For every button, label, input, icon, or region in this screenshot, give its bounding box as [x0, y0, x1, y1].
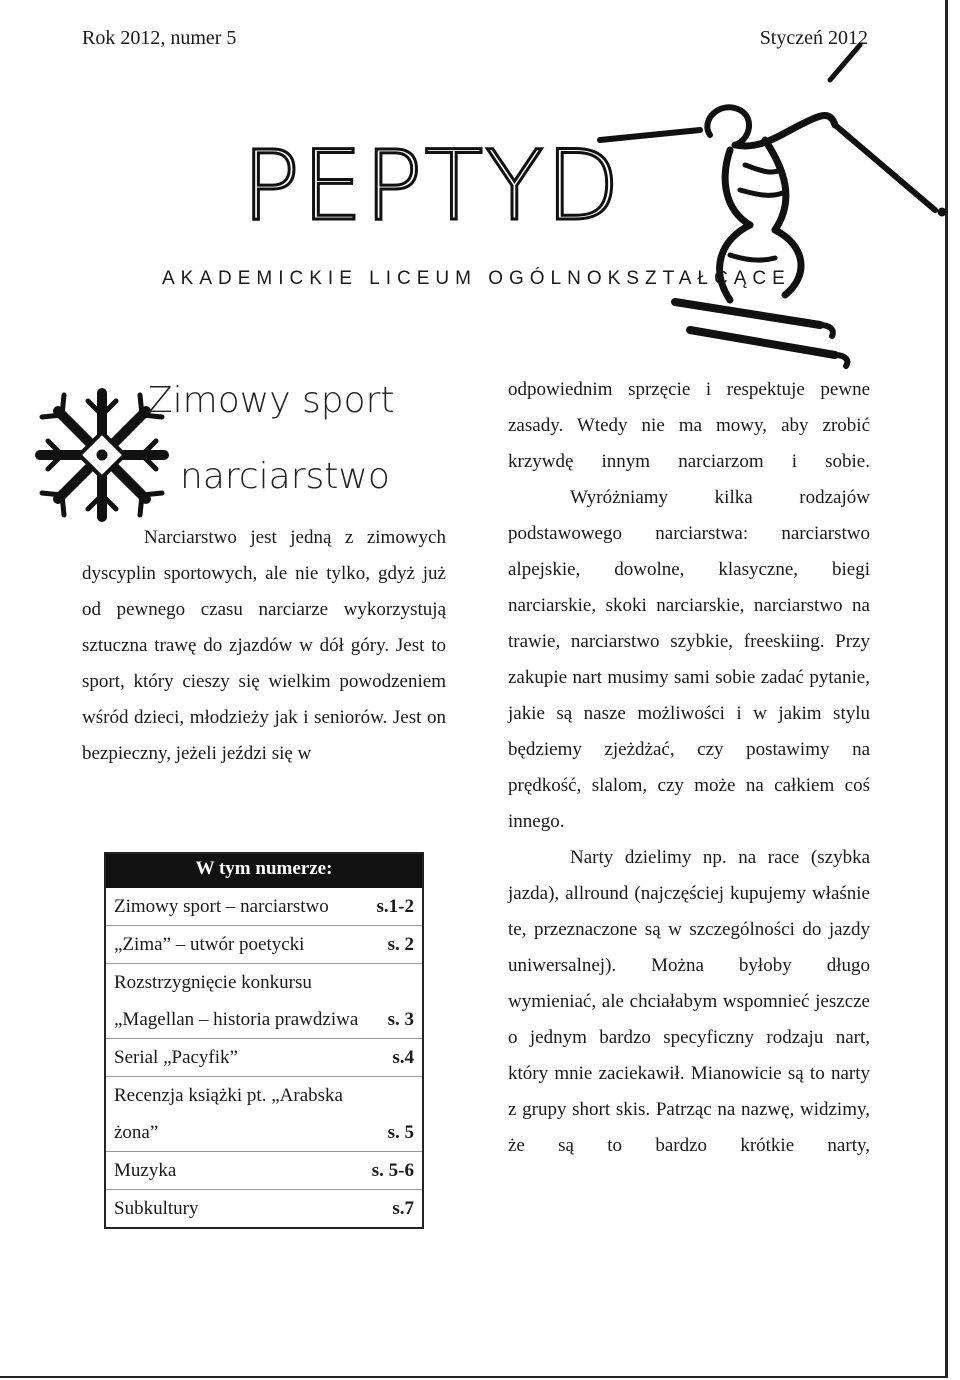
issue-number: Rok 2012, numer 5 [82, 27, 237, 49]
toc-item[interactable] [106, 1076, 422, 1114]
article-paragraph: Narty dzielimy np. na race (szybka jazda), allround (najczęściej kupujemy właśnie te, przeznaczone są w szczególności do jazdy uniwersalnej). Można byłoby długo wymieniać, ale chciałabym wspomnieć jeszcze o jednym bardzo specyficzny rodzaju nart, który mnie zaciekawił. Mianowicie są to narty z grupy short skis. Patrząc na nazwę, widzimy, że są to bardzo krótkie narty, [508, 847, 870, 1156]
article-paragraph: Wyróżniamy kilka rodzajów podstawowego narciarstwa: narciarstwo alpejskie, dowolne, klasyczne, biegi narciarskie, skoki narciarskie, narciarstwo na trawie, narciarstwo szybkie, freeskiing. Przy zakupie nart musimy sami sobie zadać pytanie, jakie są nasze możliwości i w jakim stylu będziemy zjeżdżać, czy postawimy na prędkość, slalom, czy może na całkiem coś innego. [508, 487, 870, 832]
toc-heading: W tym numerze: [106, 854, 422, 888]
toc-item-title: „Magellan – historia prawdziwa [114, 1009, 359, 1030]
article-subtitle: narciarstwo [180, 456, 390, 497]
toc-item[interactable] [106, 1151, 422, 1189]
toc-item[interactable] [106, 1189, 422, 1227]
toc-item-title: Subkultury [114, 1198, 199, 1219]
toc-item-title: Recenzja książki pt. „Arabska [114, 1085, 343, 1106]
toc-item-page: s.1-2 [376, 896, 414, 917]
issue-date: Styczeń 2012 [759, 27, 868, 49]
toc-item-title: żona” [114, 1122, 159, 1143]
article-title: Zimowy sport [148, 380, 395, 421]
toc-item-page: s.7 [392, 1198, 414, 1219]
toc-item-page: s. 5 [387, 1122, 414, 1143]
table-of-contents [104, 852, 424, 1229]
toc-item[interactable] [106, 963, 422, 1001]
toc-item[interactable] [106, 888, 422, 925]
toc-item-page: s. 2 [387, 934, 414, 955]
toc-item[interactable] [106, 1114, 422, 1151]
article-right-column [508, 372, 870, 1164]
toc-item-page: s.4 [392, 1047, 414, 1068]
school-name: AKADEMICKIE LICEUM OGÓLNOKSZTAŁCĄCE [162, 268, 791, 289]
toc-item-title: Zimowy sport – narciarstwo [114, 896, 329, 917]
toc-item-title: Serial „Pacyfik” [114, 1047, 238, 1068]
article-left-column [82, 520, 446, 772]
toc-item-title: Muzyka [114, 1160, 177, 1181]
toc-item-page: s. 5-6 [371, 1160, 414, 1181]
toc-item[interactable] [106, 925, 422, 963]
toc-item-title: „Zima” – utwór poetycki [114, 934, 305, 955]
toc-item[interactable] [106, 1038, 422, 1076]
article-paragraph: odpowiednim sprzęcie i respektuje pewne zasady. Wtedy nie ma mowy, aby zrobić krzywdę innym narciarzom i sobie. [508, 379, 870, 472]
newspaper-title: PEPTYD [242, 130, 622, 242]
toc-item-page: s. 3 [387, 1009, 414, 1030]
article-paragraph: Narciarstwo jest jedną z zimowych dyscyplin sportowych, ale nie tylko, gdyż już od pewnego czasu narciarze wykorzystują sztuczna trawę do zjazdów w dół góry. Jest to sport, który cieszy się wielkim powodzeniem wśród dzieci, młodzieży jak i seniorów. Jest on bezpieczny, jeżeli jeździ się w [82, 527, 446, 764]
toc-item-title: Rozstrzygnięcie konkursu [114, 972, 312, 993]
toc-item[interactable] [106, 1001, 422, 1038]
skier-illustration-icon [580, 40, 950, 370]
